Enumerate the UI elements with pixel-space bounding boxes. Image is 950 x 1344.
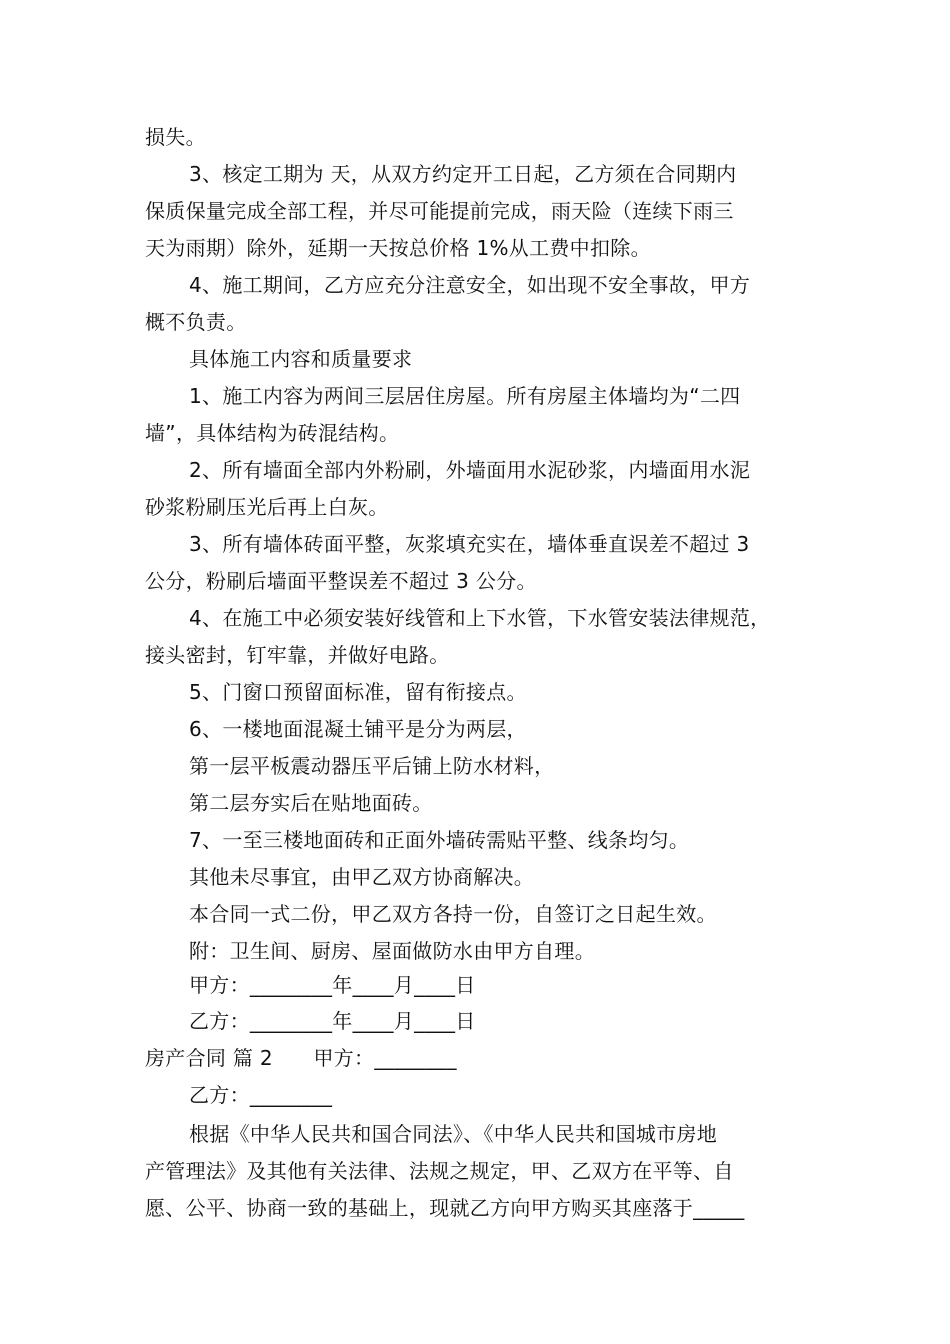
text-line: 损失。: [145, 125, 206, 149]
party-a-signature-line: 甲方：________年____月____日: [189, 973, 476, 997]
text-line: 第一层平板震动器压平后铺上防水材料，: [189, 754, 555, 778]
text-line: 7、一至三楼地面砖和正面外墙砖需贴平整、线条均匀。: [189, 828, 690, 852]
text-line: 5、门窗口预留面标准，留有衔接点。: [189, 680, 527, 704]
text-line: 概不负责。: [145, 310, 247, 334]
text-line: 1、施工内容为两间三层居住房屋。所有房屋主体墙均为“二四: [189, 384, 741, 408]
party-b-line: 乙方：________: [189, 1083, 333, 1107]
text-line: 4、在施工中必须安装好线管和上下水管，下水管安装法律规范，: [189, 606, 771, 630]
text-line: 公分，粉刷后墙面平整误差不超过 3 公分。: [145, 569, 537, 593]
text-line: 3、核定工期为 天，从双方约定开工日起，乙方须在合同期内: [189, 162, 737, 186]
text-line: 本合同一式二份，甲乙双方各持一份，自签订之日起生效。: [189, 902, 717, 926]
text-line: 天为雨期）除外，延期一天按总价格 1%从工费中扣除。: [145, 236, 651, 260]
section-heading: 具体施工内容和质量要求: [189, 347, 413, 371]
text-line: 其他未尽事宜，由甲乙双方协商解决。: [189, 865, 535, 889]
text-line: 产管理法》及其他有关法律、法规之规定，甲、乙双方在平等、自: [145, 1159, 734, 1183]
text-line: 砂浆粉刷压光后再上白灰。: [145, 495, 389, 519]
text-line: 愿、公平、协商一致的基础上，现就乙方向甲方购买其座落于_____: [145, 1196, 745, 1220]
party-b-signature-line: 乙方：________年____月____日: [189, 1009, 476, 1033]
text-line: 保质保量完成全部工程，并尽可能提前完成，雨天险（连续下雨三: [145, 199, 734, 223]
text-line: 3、所有墙体砖面平整，灰浆填充实在，墙体垂直误差不超过 3: [189, 532, 750, 556]
text-line: 4、施工期间，乙方应充分注意安全，如出现不安全事故，甲方: [189, 273, 751, 297]
text-line: 接头密封，钉牢靠，并做好电路。: [145, 643, 450, 667]
text-line: 根据《中华人民共和国合同法》、《中华人民共和国城市房地: [189, 1122, 718, 1146]
text-line: 2、所有墙面全部内外粉刷，外墙面用水泥砂浆，内墙面用水泥: [189, 458, 751, 482]
text-line: 墙”，具体结构为砖混结构。: [145, 421, 400, 445]
text-line: 第二层夯实后在贴地面砖。: [189, 791, 433, 815]
text-line: 附：卫生间、厨房、屋面做防水由甲方自理。: [189, 939, 595, 963]
section-title: 房产合同 篇 2 甲方：________: [145, 1046, 457, 1070]
text-line: 6、一楼地面混凝土铺平是分为两层，: [189, 717, 527, 741]
